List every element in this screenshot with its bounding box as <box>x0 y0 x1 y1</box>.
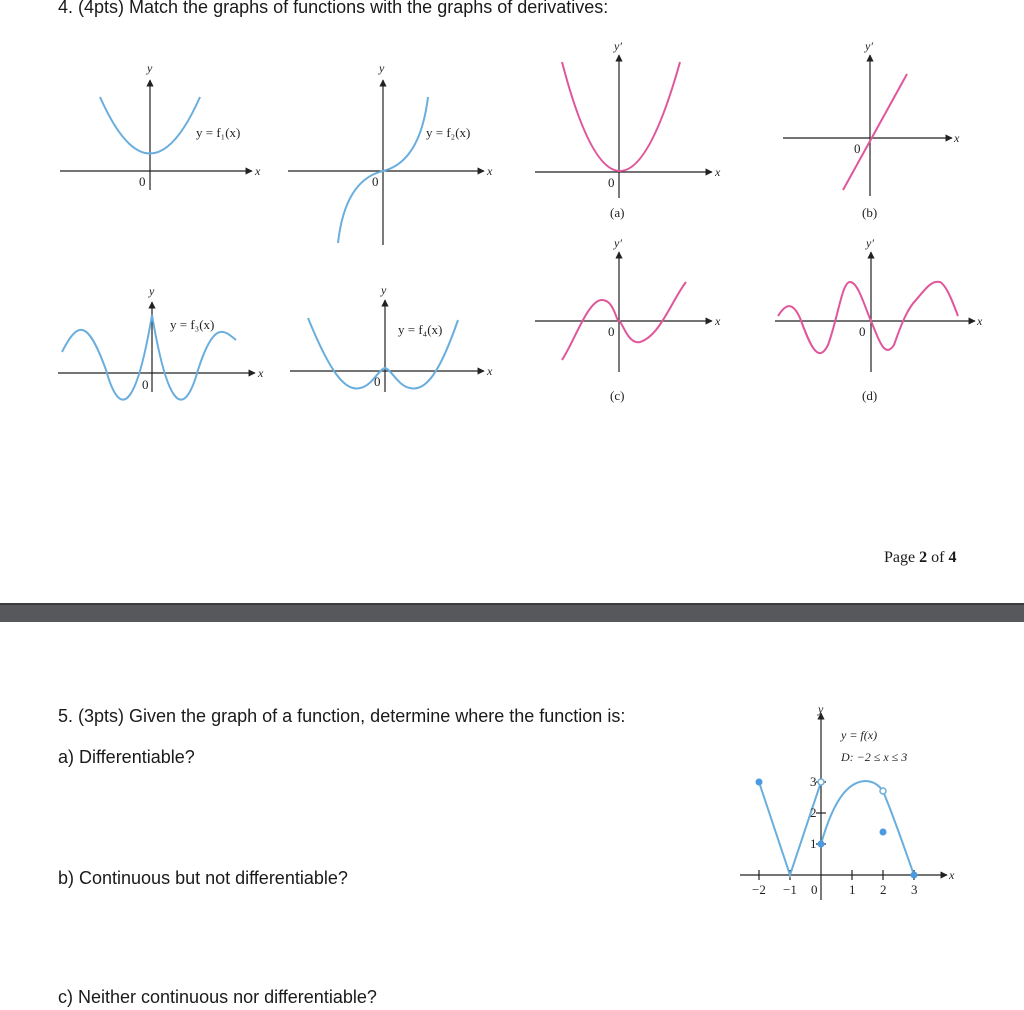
b-y-label: y′ <box>865 39 873 53</box>
f2-x-label: x <box>487 164 493 178</box>
f4-origin: 0 <box>374 374 381 389</box>
page-of: of <box>931 549 945 566</box>
page-divider <box>0 603 1024 622</box>
x-tick-3: 3 <box>911 882 918 897</box>
f2-label: y = f₂(x) <box>426 125 471 140</box>
x-tick-neg2: −2 <box>752 882 766 897</box>
a-origin: 0 <box>608 175 615 190</box>
svg-text:y: y <box>818 705 824 716</box>
d-y-label: y′ <box>866 236 874 250</box>
page-total: 4 <box>948 549 957 566</box>
a-y-label: y′ <box>614 39 622 53</box>
b-label: (b) <box>862 205 878 220</box>
d-label: (d) <box>862 388 878 403</box>
d-x-label: x <box>977 314 983 328</box>
f2-origin: 0 <box>372 174 379 189</box>
page-number <box>884 549 956 567</box>
c-origin: 0 <box>608 324 615 339</box>
f1-origin: 0 <box>139 174 146 189</box>
y-tick-1: 1 <box>810 836 817 851</box>
question-5-title: 5. (3pts) Given the graph of a function, determine where the function is: <box>58 706 626 726</box>
f3-origin: 0 <box>142 377 149 392</box>
b-origin: 0 <box>854 141 861 156</box>
f1-x-label: x <box>255 164 261 178</box>
f3-y-label: y <box>149 284 155 298</box>
graph-derivative-c <box>535 236 721 403</box>
c-x-label: x <box>715 314 721 328</box>
x-tick-0: 0 <box>811 882 818 897</box>
graph-f1 <box>60 61 261 190</box>
f3-label: y = f₃(x) <box>170 317 215 332</box>
f-graph-label: y = f(x) <box>841 728 878 742</box>
graph-f2 <box>288 61 493 245</box>
page-current: 2 <box>919 549 928 566</box>
question-5a: a) Differentiable? <box>58 747 195 767</box>
graph-f3 <box>58 284 264 400</box>
f-graph <box>735 705 975 905</box>
x-tick-1: 1 <box>849 882 856 897</box>
x-tick-neg1: −1 <box>783 882 797 897</box>
svg-text:x: x <box>949 868 955 882</box>
f4-y-label: y <box>381 283 387 297</box>
page-label: Page <box>884 549 916 566</box>
graph-derivative-b <box>783 39 960 220</box>
f3-x-label: x <box>258 366 264 380</box>
f2-y-label: y <box>379 61 385 75</box>
question-4-title: 4. (4pts) Match the graphs of functions with the graphs of derivatives: <box>58 0 609 17</box>
b-x-label: x <box>954 131 960 145</box>
graph-derivative-d <box>775 236 983 403</box>
a-x-label: x <box>715 165 721 179</box>
y-tick-2: 2 <box>810 805 817 820</box>
question-5b: b) Continuous but not differentiable? <box>58 868 348 888</box>
f4-label: y = f₄(x) <box>398 322 443 337</box>
d-origin: 0 <box>859 324 866 339</box>
question-5c: c) Neither continuous nor differentiable? <box>58 987 377 1007</box>
f-graph-domain: D: −2 ≤ x ≤ 3 <box>841 750 908 764</box>
a-label: (a) <box>610 205 625 220</box>
f1-label: y = f₁(x) <box>196 125 241 140</box>
f1-y-label: y <box>147 61 153 75</box>
x-tick-2: 2 <box>880 882 887 897</box>
c-label: (c) <box>610 388 625 403</box>
c-y-label: y′ <box>614 236 622 250</box>
graph-derivative-a <box>535 39 721 220</box>
y-tick-3: 3 <box>810 774 817 789</box>
f4-x-label: x <box>487 364 493 378</box>
graph-f4 <box>290 283 493 392</box>
